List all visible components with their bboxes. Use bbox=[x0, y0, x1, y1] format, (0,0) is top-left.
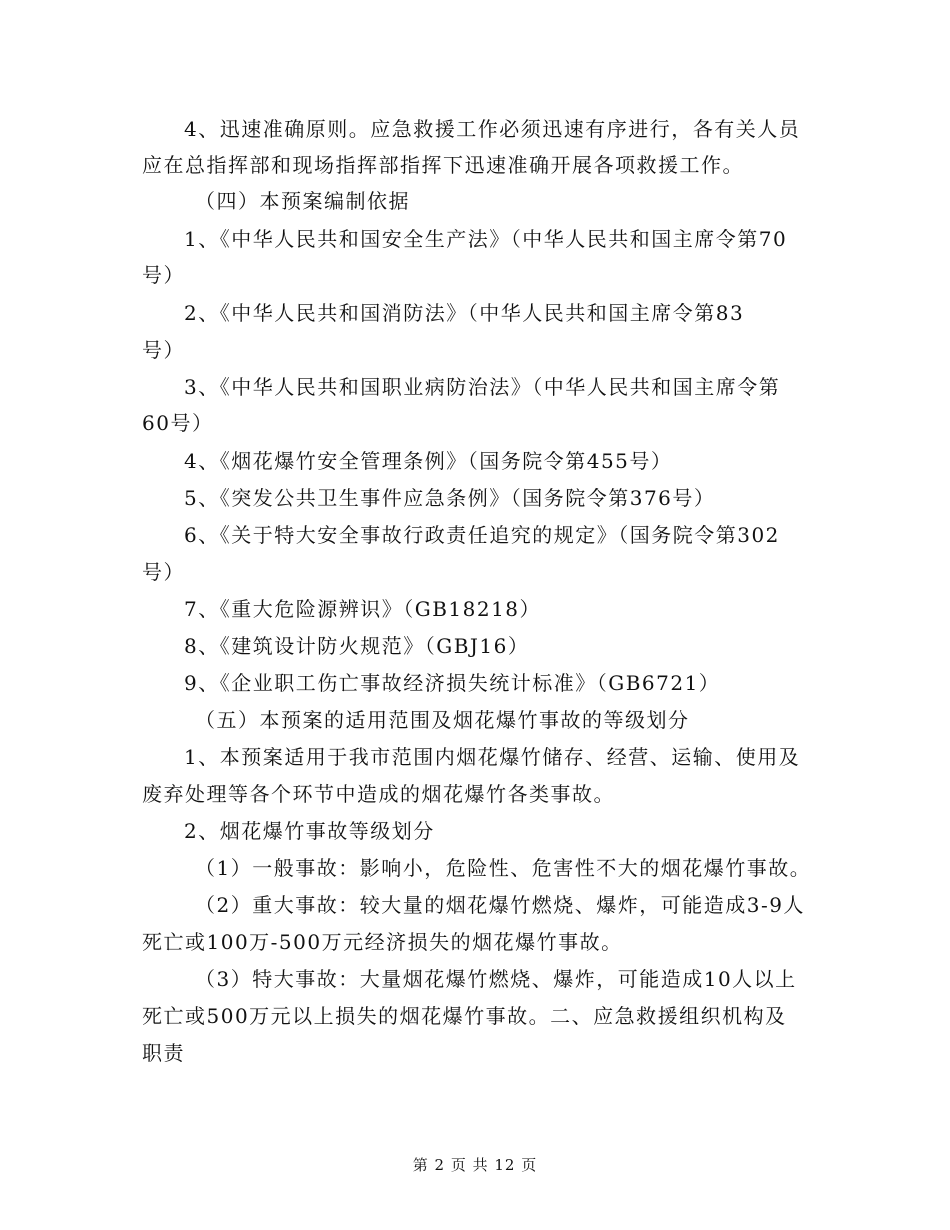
text-line: 1、《中华人民共和国安全生产法》（中华人民共和国主席令第70 bbox=[184, 227, 788, 251]
text-line: 号） bbox=[142, 338, 185, 362]
text-line: 6、《关于特大安全事故行政责任追究的规定》（国务院令第302 bbox=[184, 523, 780, 547]
text-line: 2、《中华人民共和国消防法》（中华人民共和国主席令第83 bbox=[184, 301, 745, 325]
text-line: 号） bbox=[142, 263, 185, 287]
text-line: 4、《烟花爆竹安全管理条例》（国务院令第455号） bbox=[184, 449, 673, 473]
text-line: 5、《突发公共卫生事件应急条例》（国务院令第376号） bbox=[184, 486, 716, 510]
text-line: 废弃处理等各个环节中造成的烟花爆竹各类事故。 bbox=[142, 782, 615, 806]
text-line: 9、《企业职工伤亡事故经济损失统计标准》（GB6721） bbox=[184, 671, 721, 695]
text-line: 3、《中华人民共和国职业病防治法》（中华人民共和国主席令第 bbox=[184, 375, 781, 399]
text-line: 4、迅速准确原则。应急救援工作必须迅速有序进行，各有关人员 bbox=[184, 117, 801, 141]
text-line: 应在总指挥部和现场指挥部指挥下迅速准确开展各项救援工作。 bbox=[142, 153, 744, 177]
page-number: 第 2 页 共 12 页 bbox=[412, 1156, 538, 1174]
text-line: 职责 bbox=[142, 1041, 185, 1065]
text-line: （3）特大事故：大量烟花爆竹燃烧、爆炸，可能造成10人以上 bbox=[195, 967, 797, 991]
text-line: 8、《建筑设计防火规范》（GBJ16） bbox=[184, 634, 530, 658]
text-line: 1、本预案适用于我市范围内烟花爆竹储存、经营、运输、使用及 bbox=[184, 745, 801, 769]
text-line: 号） bbox=[142, 560, 185, 584]
text-line: （1）一般事故：影响小，危险性、危害性不大的烟花爆竹事故。 bbox=[195, 856, 812, 880]
section-heading: （五）本预案的适用范围及烟花爆竹事故的等级划分 bbox=[195, 708, 690, 732]
section-heading: （四）本预案编制依据 bbox=[195, 189, 410, 213]
text-line: （2）重大事故：较大量的烟花爆竹燃烧、爆炸，可能造成3-9人 bbox=[195, 893, 805, 917]
text-line: 2、烟花爆竹事故等级划分 bbox=[184, 819, 435, 843]
text-line: 死亡或100万-500万元经济损失的烟花爆竹事故。 bbox=[142, 930, 623, 954]
text-line: 死亡或500万元以上损失的烟花爆竹事故。二、应急救援组织机构及 bbox=[142, 1004, 787, 1028]
text-line: 7、《重大危险源辨识》（GB18218） bbox=[184, 597, 542, 621]
text-line: 60号） bbox=[142, 411, 214, 435]
